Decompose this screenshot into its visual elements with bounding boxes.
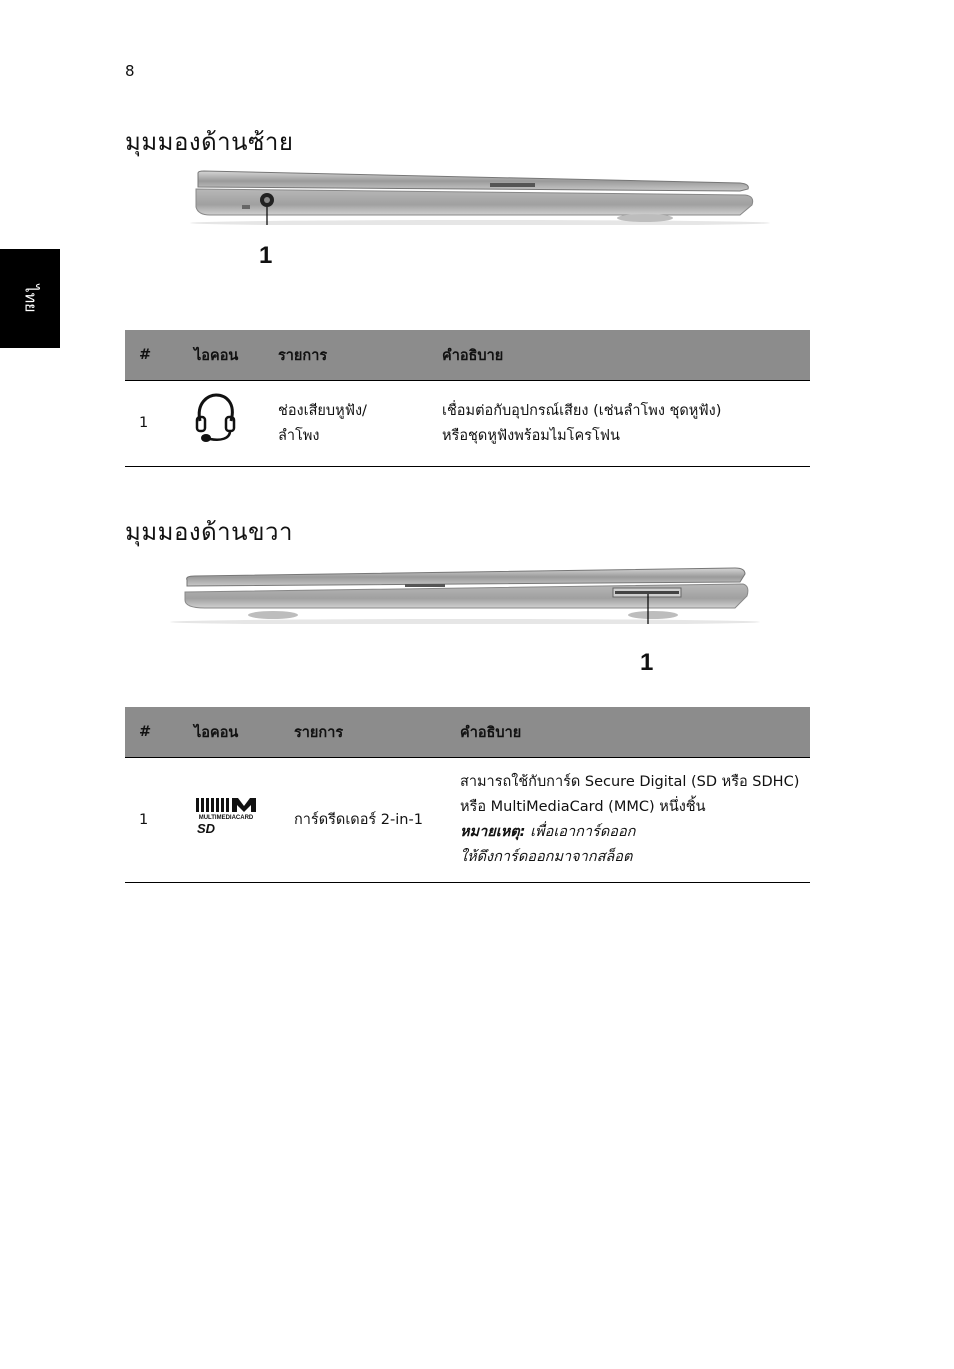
multimediacard-sd-icon (194, 796, 258, 836)
left-view-heading: มุมมองด้านซ้าย (125, 128, 294, 156)
laptop-left-side-image (180, 165, 770, 225)
sd-logo-text: SD (197, 820, 216, 836)
note-text: เพื่อเอาการ์ดออก (530, 824, 636, 840)
table-header-row (125, 707, 810, 758)
row-icon-cell (180, 381, 264, 467)
col-header-icon: ไอคอน (180, 330, 264, 381)
note-text: ให้ดึงการ์ดออกมาจากสล็อต (460, 849, 633, 865)
right-view-heading: มุมมองด้านขวา (125, 518, 293, 546)
table-row (125, 758, 810, 883)
row-item-cell (264, 381, 428, 467)
headset-icon (194, 393, 238, 445)
col-header-description: คำอธิบาย (428, 330, 810, 381)
table-header-row (125, 330, 810, 381)
row-description-cell (446, 758, 810, 883)
item-line: ช่องเสียบหูฟัง/ (278, 402, 367, 419)
row-icon-cell (180, 758, 280, 883)
laptop-right-side-image (165, 562, 770, 624)
language-tab-label: ไทย (21, 284, 41, 313)
col-header-number: # (125, 330, 180, 381)
description-line: เชื่อมต่อกับอุปกรณ์เสียง (เช่นลำโพง ชุดหูฟัง) (442, 402, 722, 419)
right-ports-table (125, 707, 810, 883)
right-callout-number: 1 (640, 649, 654, 676)
col-header-description: คำอธิบาย (446, 707, 810, 758)
page-number: 8 (125, 62, 135, 80)
row-description-cell (428, 381, 810, 467)
col-header-item: รายการ (280, 707, 446, 758)
row-number: 1 (125, 381, 180, 467)
note-label: หมายเหตุ: (460, 824, 526, 840)
left-ports-table (125, 330, 810, 467)
col-header-icon: ไอคอน (180, 707, 280, 758)
description-line: หรือชุดหูฟังพร้อมไมโครโฟน (442, 427, 620, 444)
description-line: สามารถใช้กับการ์ด Secure Digital (SD หรือ SDHC) (460, 774, 800, 790)
table-row (125, 381, 810, 467)
description-line: หรือ MultiMediaCard (MMC) หนึ่งชิ้น (460, 799, 706, 815)
mmc-logo-text: MULTIMEDIACARD (198, 814, 254, 821)
language-side-tab (0, 249, 60, 348)
left-callout-number: 1 (259, 242, 273, 269)
col-header-item: รายการ (264, 330, 428, 381)
row-item-cell: การ์ดรีดเดอร์ 2-in-1 (280, 758, 446, 883)
col-header-number: # (125, 707, 180, 758)
note-line (460, 820, 810, 845)
row-number: 1 (125, 758, 180, 883)
item-line: ลำโพง (278, 427, 320, 444)
